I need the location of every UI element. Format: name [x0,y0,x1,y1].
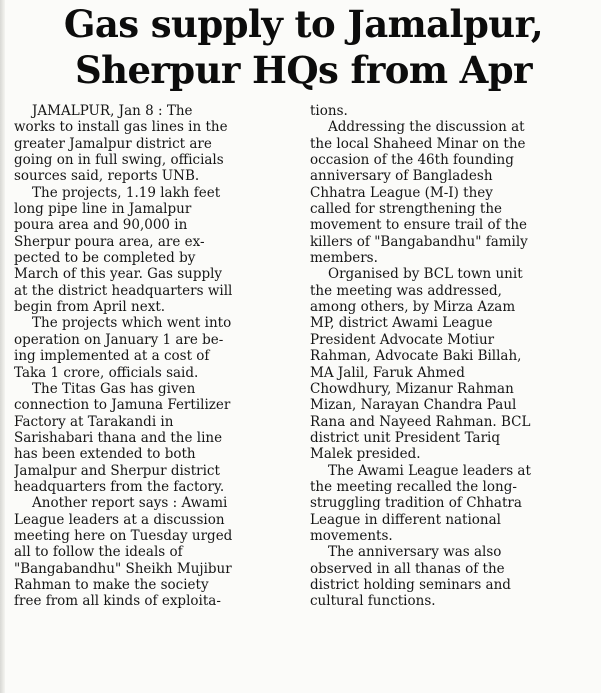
article-column-right [310,103,586,610]
article-line: begin from April next. [14,299,166,316]
headline-line-2: Sherpur HQs from Apr [75,48,532,92]
article-line: Rahman, Advocate Baki Billah, [310,348,522,365]
article-line: tions. [310,103,348,119]
article-line: The projects, 1.19 lakh feet [32,184,221,201]
article-line: The projects which went into [32,315,232,332]
article-line: going on in full swing, officials [14,152,224,169]
article-line: sources said, reports UNB. [14,168,200,185]
article-line: MP, district Awami League [310,315,493,332]
article-line: Sherpur poura area, are ex- [14,233,205,250]
article-line: League leaders at a discussion [14,511,225,528]
article-line: struggling tradition of Chhatra [310,495,522,512]
article-line: March of this year. Gas supply [14,266,223,283]
article-line: ing implemented at a cost of [14,348,210,365]
article-line: greater Jamalpur district are [14,135,212,152]
article-line: connection to Jamuna Fertilizer [14,397,231,414]
article-line: meeting here on Tuesday urged [14,527,233,544]
article-line: Sarishabari thana and the line [14,429,223,446]
article-line: "Bangabandhu" Sheikh Mujibur [14,560,232,577]
article-line: Chhatra League (M-I) they [310,184,493,201]
article-column-left [14,103,302,610]
article-line: The Titas Gas has given [32,380,196,397]
article-line: cultural functions. [310,593,436,610]
article-line: the local Shaheed Minar on the [310,135,526,152]
article-line: President Advocate Motiur [310,331,495,348]
article-line: all to follow the ideals of [14,544,183,561]
article-line: occasion of the 46th founding [310,152,514,169]
article-line: called for strengthening the [310,201,503,218]
article-line: Malek presided. [310,446,421,463]
article-line: Chowdhury, Mizanur Rahman [310,380,514,397]
article-line: among others, by Mirza Azam [310,299,516,316]
article-line: Taka 1 crore, officials said. [14,364,199,381]
article-line: League in different national [310,511,501,528]
article-line: long pipe line in Jamalpur [14,201,192,218]
article-line: pected to be completed by [14,250,196,267]
article-line: poura area and 90,000 in [14,217,188,234]
article-line: has been extended to both [14,446,196,463]
article-line: district unit President Tariq [310,429,501,446]
headline-line-1: Gas supply to Jamalpur, [63,2,544,46]
article-line: Rahman to make the society [14,576,209,593]
article-line: free from all kinds of exploita- [14,593,221,610]
article-line: district holding seminars and [310,576,511,593]
article-line: observed in all thanas of the [310,560,505,577]
article-line: The Awami League leaders at [328,462,531,479]
article-line: movement to ensure trail of the [310,217,528,234]
article-line: anniversary of Bangladesh [310,168,493,185]
article-line: operation on January 1 are be- [14,331,224,348]
article-line: MA Jalil, Faruk Ahmed [310,364,465,381]
article-line: Factory at Tarakandi in [14,413,174,430]
article-line: Mizan, Narayan Chandra Paul [310,397,517,414]
article-line: works to install gas lines in the [14,119,228,136]
article-line: the meeting was addressed, [310,282,502,299]
article-line: headquarters from the factory. [14,478,225,495]
article-line: The anniversary was also [328,544,502,561]
article-line: members. [310,250,378,267]
article-line: movements. [310,527,393,544]
article-line: the meeting recalled the long- [310,478,517,495]
article-line: killers of "Bangabandhu" family [310,233,528,250]
article-line: JAMALPUR, Jan 8 : The [32,103,193,119]
article-line: Jamalpur and Sherpur district [14,462,220,479]
article-line: Rana and Nayeed Rahman. BCL [310,413,531,430]
article-line: Organised by BCL town unit [328,266,523,283]
article-line: Addressing the discussion at [328,119,525,136]
article-line: at the district headquarters will [14,282,233,299]
article-line: Another report says : Awami [32,495,228,512]
